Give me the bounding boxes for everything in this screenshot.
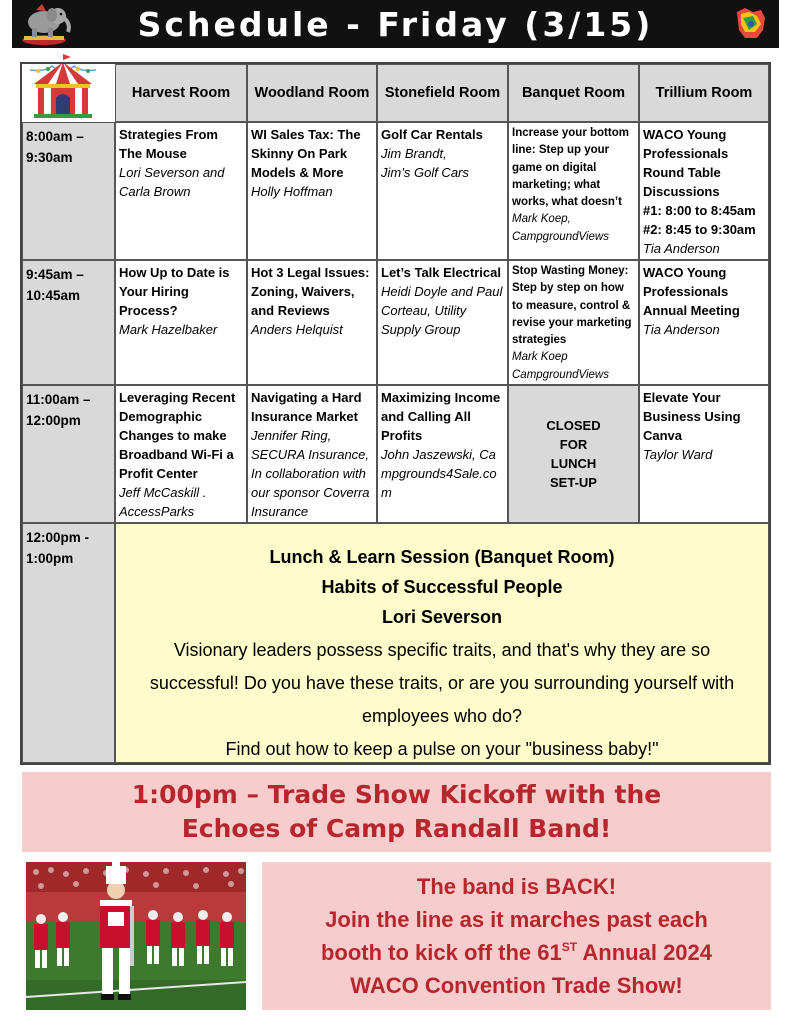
band-line: Join the line as it marches past each (325, 907, 708, 932)
session-cell (115, 385, 247, 523)
band-line: WACO Convention Trade Show! (350, 973, 683, 998)
wisconsin-logo-icon (731, 4, 771, 44)
lunch-description: Visionary leaders possess specific traits, and that's why they are so successful! Do you have these traits, or are you surrounding yourself with employees who do? (149, 640, 735, 726)
session-speaker: Taylor Ward (643, 447, 713, 462)
session-speaker: Mark Hazelbaker (119, 322, 218, 337)
session-title: WACO Young Professionals Round Table Discussions #1: 8:00 to 8:45am #2: 8:45 to 9:30am (643, 127, 756, 237)
closed-line: FOR (559, 437, 588, 452)
session-cell (508, 260, 639, 385)
session-title: Strategies From The Mouse (119, 127, 218, 161)
lunch-tagline: Find out how to keep a pulse on your "business baby!" (225, 739, 659, 759)
lunch-heading: Lunch & Learn Session (Banquet Room) (269, 547, 615, 567)
session-speaker: Jim Brandt, Jim’s Golf Cars (381, 146, 469, 180)
session-cell (115, 260, 247, 385)
band-announcement (262, 862, 771, 1010)
lunch-topic: Habits of Successful People (321, 577, 563, 597)
session-title: Maximizing Income and Calling All Profits (381, 390, 501, 443)
session-title: Navigating a Hard Insurance Market (251, 390, 362, 424)
band-line-part: Annual 2024 (577, 940, 713, 965)
time-slot-label: 8:00am – 9:30am (22, 122, 115, 260)
band-line (321, 936, 712, 969)
session-cell (115, 122, 247, 260)
closed-notice (508, 385, 639, 523)
session-speaker: Holly Hoffman (251, 184, 333, 199)
session-speaker: Jeff McCaskill . AccessParks (119, 485, 207, 519)
ordinal-suffix: ST (561, 940, 578, 954)
room-header: Trillium Room (639, 64, 769, 122)
marching-band-photo (26, 862, 246, 1010)
session-title: Elevate Your Business Using Canva (643, 390, 741, 443)
band-line-part: booth to kick off the 61 (320, 940, 562, 965)
room-header: Woodland Room (247, 64, 377, 122)
session-title: Let’s Talk Electrical (381, 265, 501, 280)
session-speaker: Tia Anderson (643, 241, 720, 256)
session-cell (377, 385, 508, 523)
time-slot-label: 9:45am – 10:45am (22, 260, 115, 385)
time-slot-label: 11:00am – 12:00pm (22, 385, 115, 523)
room-header: Stonefield Room (377, 64, 508, 122)
session-cell (639, 122, 769, 260)
band-line: The band is BACK! (416, 874, 617, 899)
schedule-grid (20, 62, 771, 765)
band-text (321, 870, 712, 1002)
session-title: How Up to Date is Your Hiring Process? (119, 265, 230, 318)
lunch-speaker: Lori Severson (381, 607, 503, 627)
circus-elephant-icon (16, 2, 76, 46)
session-speaker: Lori Severson and Carla Brown (119, 165, 225, 199)
session-title: Increase your bottom line: Step up your game on digital marketing; what works, what doesn’t (512, 127, 629, 209)
kickoff-banner (22, 772, 771, 852)
session-title: WACO Young Professionals Annual Meeting (643, 265, 740, 318)
session-cell (639, 260, 769, 385)
room-header: Harvest Room (115, 64, 247, 122)
closed-line: SET-UP (550, 475, 597, 490)
session-title: Hot 3 Legal Issues: Zoning, Waivers, and Reviews (251, 265, 370, 318)
session-title: Stop Wasting Money: Step by step on how to measure, control & revise your marketing strategies (512, 265, 632, 347)
session-speaker: John Jaszewski, Campgrounds4Sale.com (381, 447, 497, 500)
page-header (12, 0, 779, 48)
time-slot-label: 12:00pm - 1:00pm (22, 523, 115, 763)
session-speaker: Mark Koep CampgroundViews (512, 351, 609, 381)
session-cell (377, 122, 508, 260)
session-speaker: Heidi Doyle and Paul Corteau, Utility Supply Group (381, 284, 503, 337)
session-cell (247, 385, 377, 523)
grid-corner (22, 64, 115, 122)
kickoff-text: 1:00pm – Trade Show Kickoff with the Echoes of Camp Randall Band! (131, 780, 662, 843)
room-header: Banquet Room (508, 64, 639, 122)
session-cell (247, 260, 377, 385)
session-cell (508, 122, 639, 260)
page-title: Schedule - Friday (3/15) (137, 4, 654, 44)
session-speaker: Anders Helquist (251, 322, 343, 337)
lunch-session (115, 523, 769, 763)
session-speaker: Jennifer Ring, SECURA Insurance, In collaboration with our sponsor Coverra Insurance (251, 428, 370, 519)
session-speaker: Tia Anderson (643, 322, 720, 337)
closed-line: CLOSED (546, 418, 601, 433)
session-cell (639, 385, 769, 523)
session-speaker: Mark Koep, CampgroundViews (512, 213, 609, 243)
closed-line: LUNCH (550, 456, 597, 471)
session-cell (247, 122, 377, 260)
session-title: WI Sales Tax: The Skinny On Park Models & More (251, 127, 361, 180)
session-cell (377, 260, 508, 385)
session-title: Leveraging Recent Demographic Changes to make Broadband Wi-Fi a Profit Center (119, 390, 236, 481)
session-title: Golf Car Rentals (381, 127, 483, 142)
